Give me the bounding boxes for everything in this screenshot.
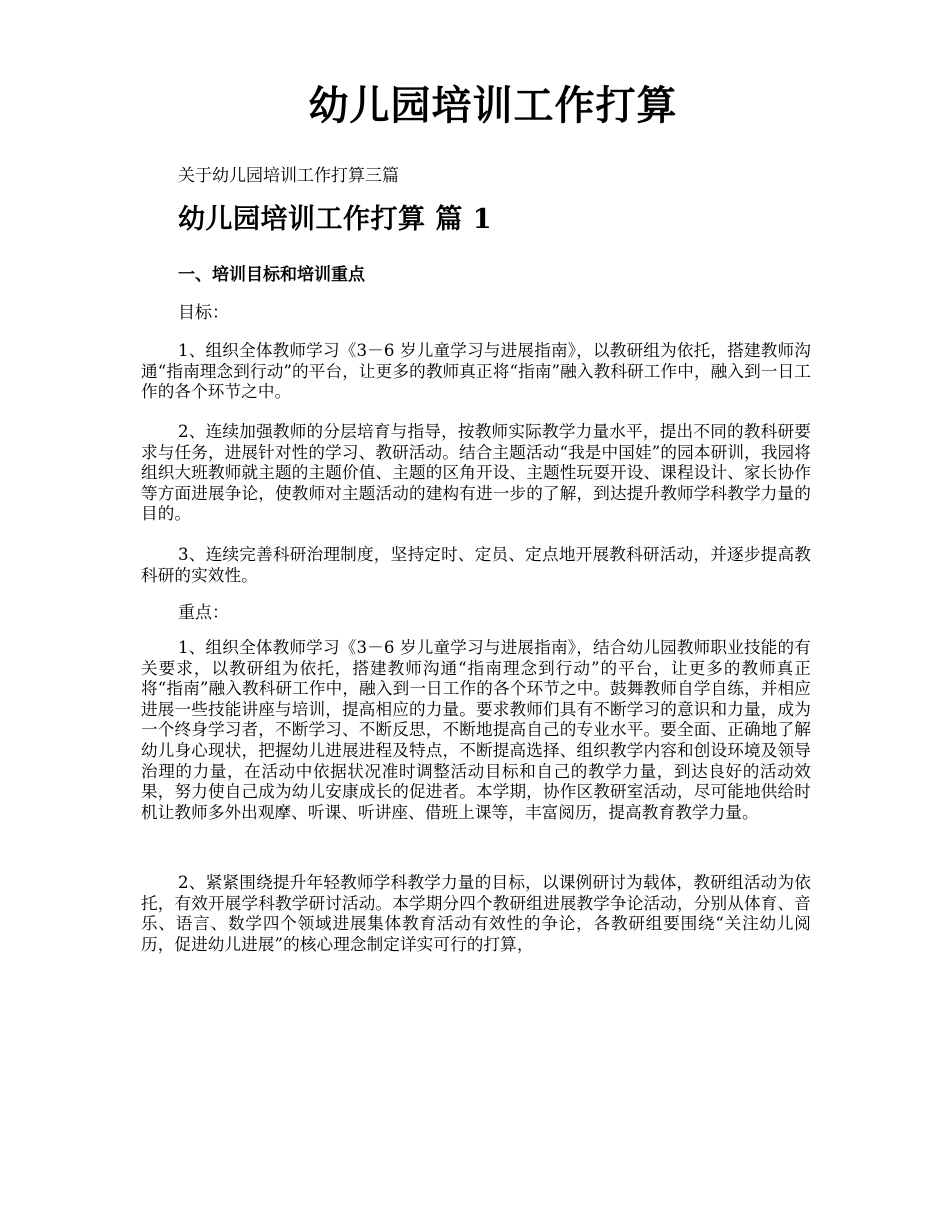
- goal-paragraph-3: 3、连续完善科研治理制度，坚持定时、定员、定点地开展教科研活动，并逐步提高教科研的实效性。: [141, 545, 811, 585]
- goals-label: 目标：: [178, 303, 229, 323]
- goal-paragraph-1: 1、组织全体教师学习《3－6 岁儿童学习与进展指南》，以教研组为依托，搭建教师沟通“指南理念到行动”的平台，让更多的教师真正将“指南”融入教科研工作中，融入到一日工作的各个环节之中。: [141, 341, 811, 402]
- document-title: 幼儿园培训工作打算: [308, 82, 678, 129]
- focus-paragraph-2: 2、紧紧围绕提升年轻教师学科教学力量的目标，以课例研讨为载体，教研组活动为依托，有效开展学科教学研讨活动。本学期分四个教研组进展教学争论活动，分别从体育、音乐、语言、数学四个领域进展集体教育活动有效性的争论，各教研组要围绕“关注幼儿阅历，促进幼儿进展”的核心理念制定详实可行的打算，: [141, 873, 811, 954]
- focus-label: 重点：: [178, 603, 229, 623]
- section-heading: 幼儿园培训工作打算 篇 1: [178, 204, 493, 235]
- subheading: 一、培训目标和培训重点: [178, 265, 365, 285]
- focus-paragraph-1: 1、组织全体教师学习《3－6 岁儿童学习与进展指南》，结合幼儿园教师职业技能的有关要求，以教研组为依托，搭建教师沟通“指南理念到行动”的平台，让更多的教师真正将“指南”融入教科研工作中，融入到一日工作的各个环节之中。鼓舞教师自学自练，并相应进展一些技能讲座与培训，提高相应的力量。要求教师们具有不断学习的意识和力量，成为一个终身学习者，不断学习、不断反思，不断地提高自己的专业水平。要全面、正确地了解幼儿身心现状，把握幼儿进展进程及特点，不断提高选择、组织教学内容和创设环境及领导治理的力量，在活动中依据状况准时调整活动目标和自己的教学力量，到达良好的活动效果，努力使自己成为幼儿安康成长的促进者。本学期，协作区教研室活动，尽可能地供给时机让教师多外出观摩、听课、听讲座、借班上课等，丰富阅历，提高教育教学力量。: [141, 638, 811, 822]
- intro-text: 关于幼儿园培训工作打算三篇: [178, 166, 399, 186]
- goal-paragraph-2: 2、连续加强教师的分层培育与指导，按教师实际教学力量水平，提出不同的教科研要求与任务，进展针对性的学习、教研活动。结合主题活动“我是中国娃”的园本研训，我园将组织大班教师就主题的主题价值、主题的区角开设、主题性玩耍开设、课程设计、家长协作等方面进展争论，使教师对主题活动的建构有进一步的了解，到达提升教师学科教学力量的目的。: [141, 422, 811, 524]
